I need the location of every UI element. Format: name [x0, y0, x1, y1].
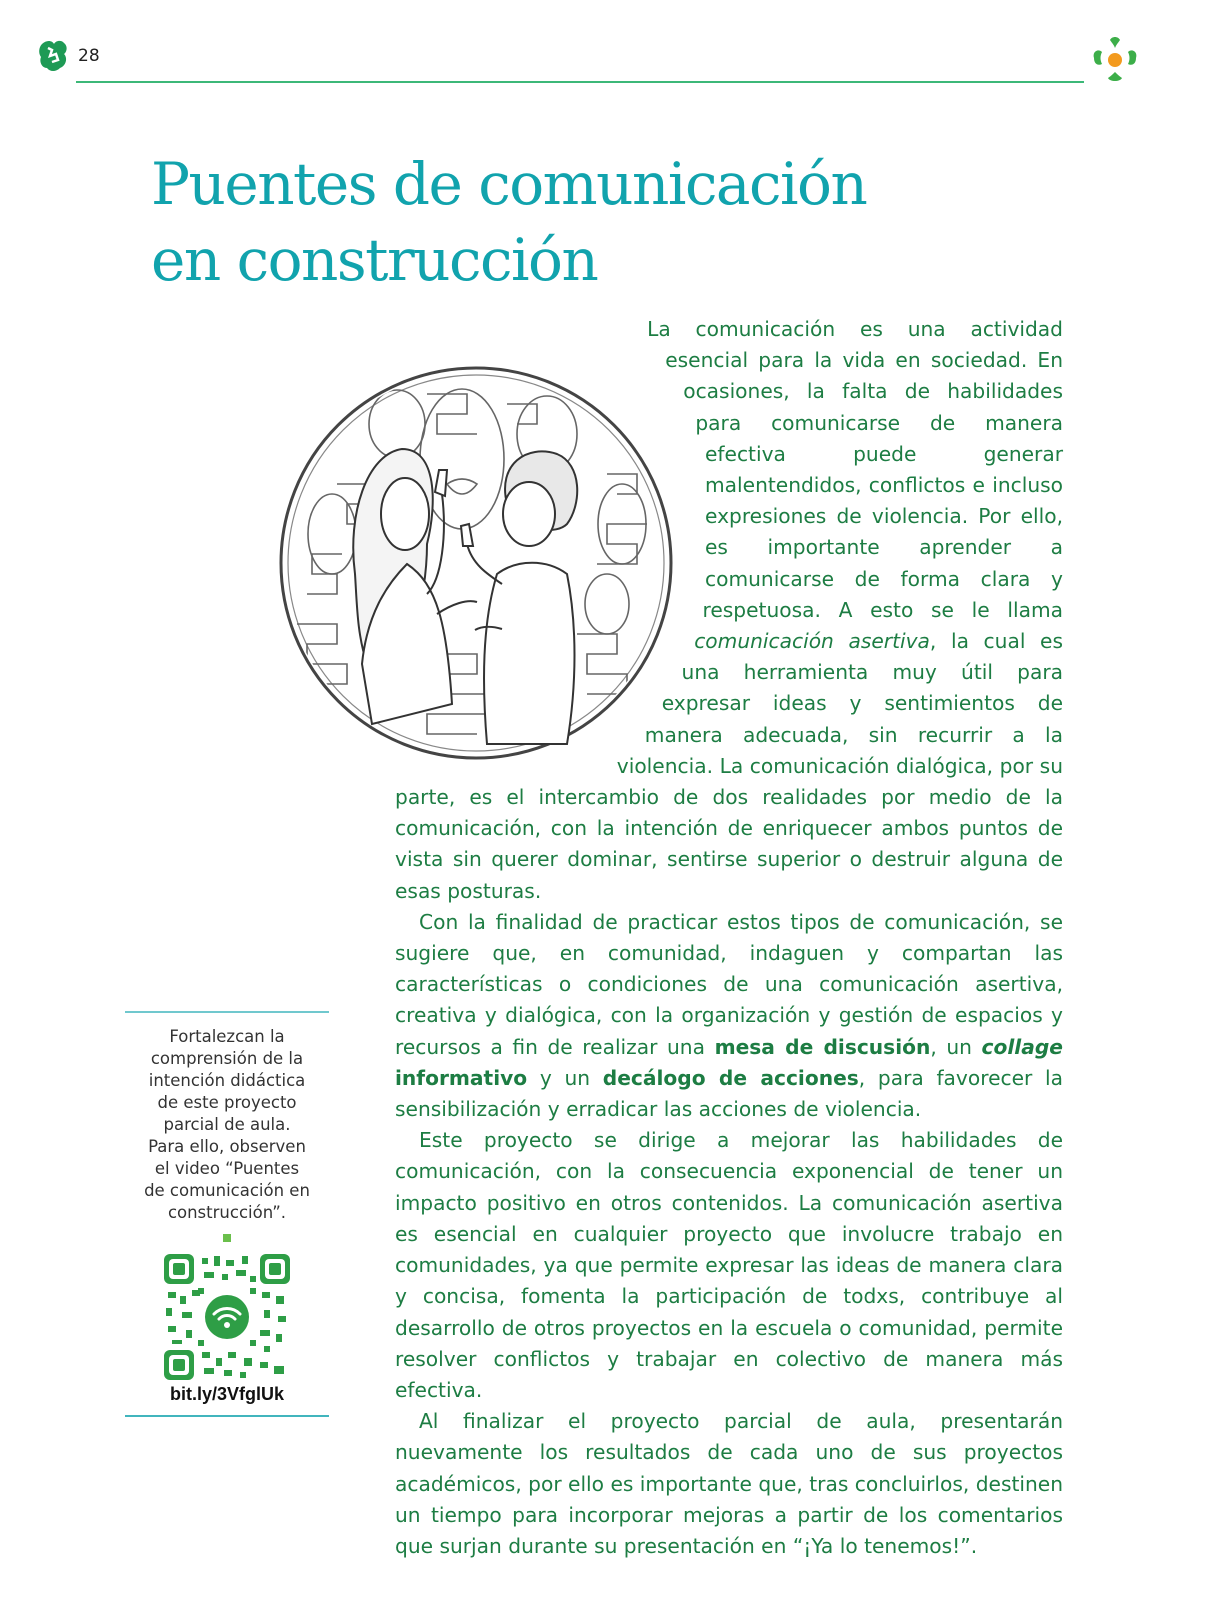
paragraph-2-text: Con la finalidad de practicar estos tipos de comunicación, se sugiere que, en comunidad, indaguen y compartan las características o condiciones de una comunicación asertiva, creativa y dialógica, con la organización y gestión de espacios y recursos a fin de realizar una [395, 909, 1063, 1059]
video-link[interactable]: bit.ly/3VfglUk [169, 1384, 285, 1404]
page-title [151, 146, 911, 298]
term-informativo: informativo [395, 1065, 528, 1090]
term-mesa-de-discusion: mesa de discusión [714, 1034, 931, 1059]
title-line-1: Puentes de comunicación [151, 150, 867, 218]
orange-flower-logo-icon [1088, 34, 1142, 86]
term-decalogo-de-acciones: decálogo de acciones [602, 1065, 859, 1090]
paragraph-3: Este proyecto se dirige a mejorar las habilidades de comunicación, con la consecuencia exponencial de tener un impacto positivo en otros contenidos. La comunicación asertiva es esencial en cualquier proyecto que involucre trabajo en comunidades, ya que permite expresar las ideas de manera clara y concisa, fomenta la participación de todxs, contribuye al desarrollo de otros proyectos en la escuela o comunidad, permite resolver conflictos y trabajar en colectivo de manera más efectiva. [395, 1128, 1063, 1402]
main-body-text [395, 314, 1063, 1562]
paragraph-2-end: , para favorecer la sensibilización y erradicar las acciones de violencia. [395, 1065, 1063, 1122]
paragraph-2-sep: , un [930, 1034, 982, 1059]
paragraph-1-text: La comunicación es una actividad esencial para la vida en sociedad. En ocasiones, la falta de habilidades para comunicarse de manera efectiva puede generar malentendidos, conflictos e incluso expresiones de violencia. Por ello, es importante aprender a comunicarse de forma clara y respetuosa. A esto se le llama [647, 317, 1063, 622]
sidebar-text: Fortalezcan la comprensión de la intención didáctica de este proyecto parcial de aula. Para ello, observen el video “Puentes de comunicación en construcción”. [144, 1027, 310, 1222]
paragraph-2-sep-2: y un [527, 1065, 603, 1090]
video-sidebar [125, 1011, 329, 1417]
term-collage: collage [981, 1034, 1063, 1059]
paragraph-1-end: , la cual es una herramienta muy útil para expresar ideas y sentimientos de manera adecuada, sin recurrir a la violencia. La comunicación dialógica, por su parte, es el intercambio de dos realidades por medio de la comunicación, con la intención de enriquecer ambos puntos de vista sin querer dominar, sentirse superior o destruir alguna de esas posturas. [395, 629, 1063, 903]
green-glyph-logo-icon [38, 38, 70, 74]
header-divider [76, 81, 1084, 83]
qr-code-icon[interactable] [164, 1254, 290, 1380]
sidebar-top-rule [125, 1011, 329, 1013]
sidebar-bottom-rule [125, 1415, 329, 1417]
page-number: 28 [78, 46, 100, 66]
paragraph-4: Al finalizar el proyecto parcial de aula, presentarán nuevamente los resultados de cada uno de sus proyectos académicos, por ello es importante que, tras concluirlos, destinen un tiempo para incorporar mejoras a partir de los comentarios que surjan durante su presentación en “¡Ya lo tenemos!”. [395, 1409, 1064, 1558]
title-line-2: en construcción [151, 226, 598, 294]
sidebar-bullet [223, 1234, 231, 1242]
paragraph-2 [395, 907, 1063, 1125]
term-comunicacion-asertiva: comunicación asertiva [694, 629, 930, 654]
